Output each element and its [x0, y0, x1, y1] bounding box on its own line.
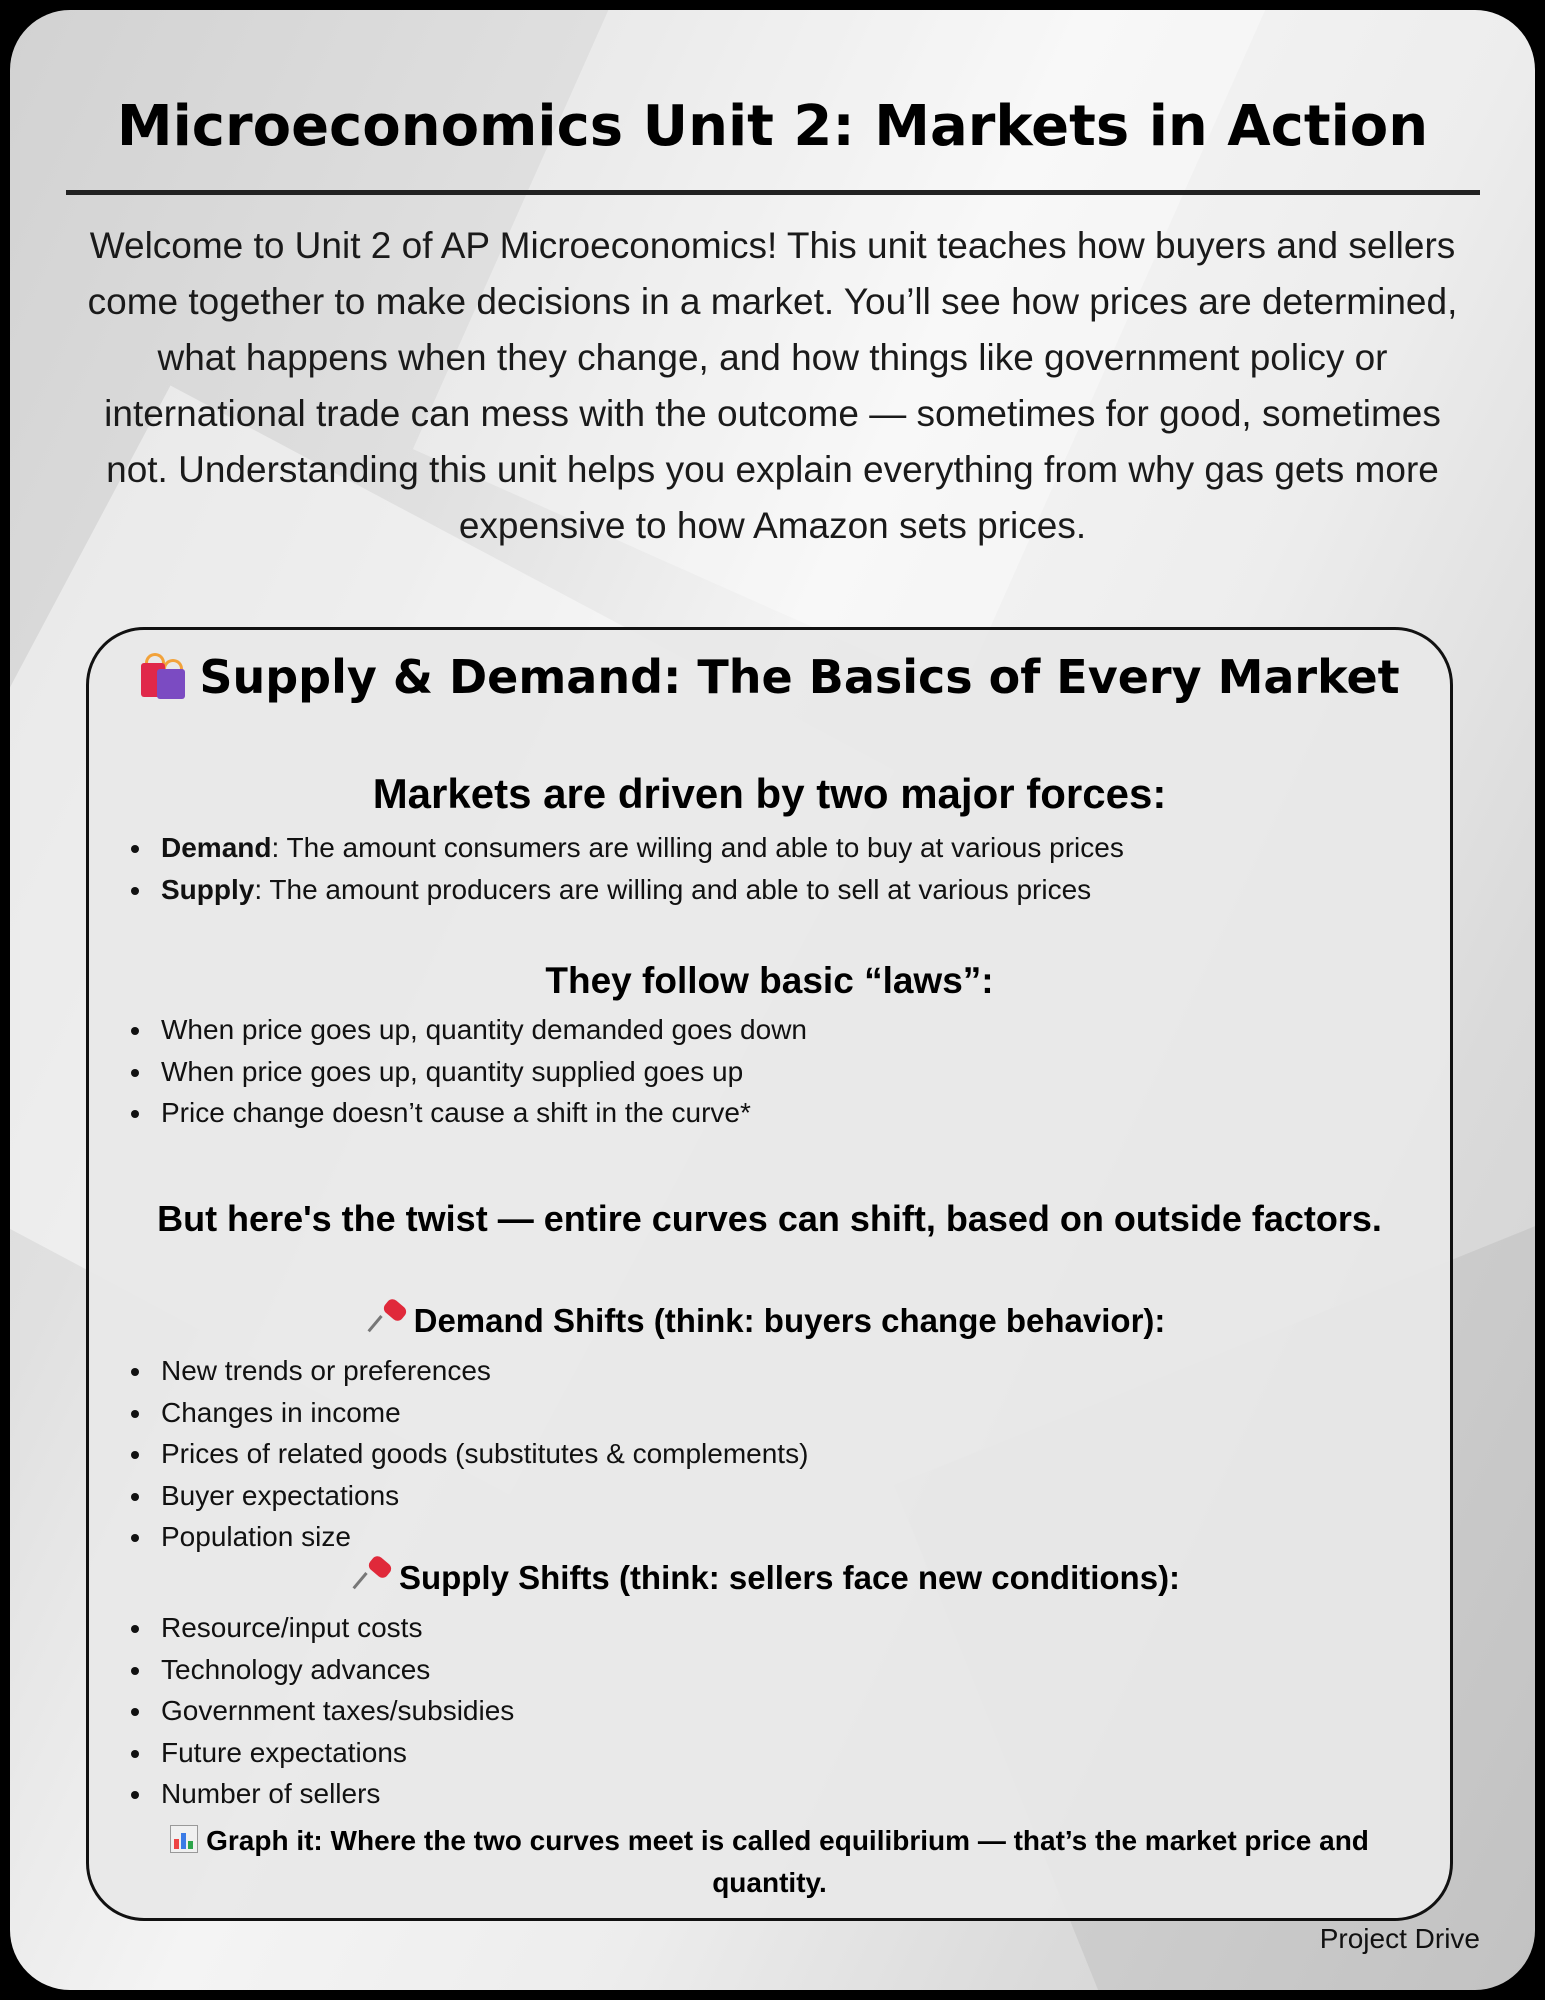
term-demand: Demand — [161, 832, 272, 863]
card-title-text: Supply & Demand: The Basics of Every Market — [199, 650, 1400, 704]
card-title — [89, 650, 1450, 704]
list-item: New trends or preferences — [125, 1350, 808, 1392]
forces-list — [125, 827, 1124, 910]
supply-demand-card — [86, 627, 1453, 1921]
list-item: Buyer expectations — [125, 1475, 808, 1517]
bar-chart-icon — [170, 1825, 198, 1853]
page-title: Microeconomics Unit 2: Markets in Action — [116, 94, 1429, 159]
demand-shifts-list — [125, 1350, 808, 1558]
footer-credit: Project Drive — [1319, 1923, 1480, 1954]
list-item — [125, 827, 1124, 869]
list-item: Technology advances — [125, 1649, 514, 1691]
list-item: Prices of related goods (substitutes & complements) — [125, 1433, 808, 1475]
demand-shifts-heading — [89, 1302, 1450, 1340]
list-item: Government taxes/subsidies — [125, 1690, 514, 1732]
intro-paragraph: Welcome to Unit 2 of AP Microeconomics! This unit teaches how buyers and sellers come together to make decisions in a market. You’ll see how prices are determined, what happens when they change, and how things like government policy or international trade can mess with the outcome — sometimes for good, sometimes not. Understanding this unit helps you explain everything from why gas gets more expensive to how Amazon sets prices. — [87, 225, 1458, 546]
pushpin-icon — [359, 1559, 393, 1593]
list-item: Price change doesn’t cause a shift in the curve* — [125, 1092, 807, 1134]
forces-heading: Markets are driven by two major forces: — [372, 770, 1167, 817]
supply-shifts-list — [125, 1607, 514, 1815]
list-item: When price goes up, quantity supplied goes up — [125, 1051, 807, 1093]
list-item: Number of sellers — [125, 1773, 514, 1815]
pushpin-icon — [374, 1302, 408, 1336]
laws-heading: They follow basic “laws”: — [545, 960, 994, 1001]
twist-heading: But here's the twist — entire curves can shift, based on outside factors. — [157, 1198, 1382, 1239]
equilibrium-note-text: Graph it: Where the two curves meet is called equilibrium — that’s the market price and quantity. — [206, 1825, 1369, 1898]
supply-shifts-heading — [89, 1559, 1450, 1597]
equilibrium-note — [89, 1820, 1450, 1904]
page — [10, 10, 1535, 1990]
list-item: Future expectations — [125, 1732, 514, 1774]
demand-shifts-heading-text: Demand Shifts (think: buyers change behavior): — [413, 1302, 1166, 1339]
supply-shifts-heading-text: Supply Shifts (think: sellers face new conditions): — [398, 1559, 1181, 1596]
definition-supply: : The amount producers are willing and able to sell at various prices — [254, 873, 1092, 905]
list-item — [125, 869, 1124, 911]
list-item: Resource/input costs — [125, 1607, 514, 1649]
term-supply: Supply — [161, 873, 255, 905]
list-item: When price goes up, quantity demanded goes down — [125, 1009, 807, 1051]
list-item: Population size — [125, 1516, 808, 1558]
shopping-bags-icon — [139, 653, 189, 699]
list-item: Changes in income — [125, 1392, 808, 1434]
laws-list — [125, 1009, 807, 1134]
definition-demand: : The amount consumers are willing and able to buy at various prices — [271, 832, 1124, 863]
title-divider — [66, 190, 1480, 195]
